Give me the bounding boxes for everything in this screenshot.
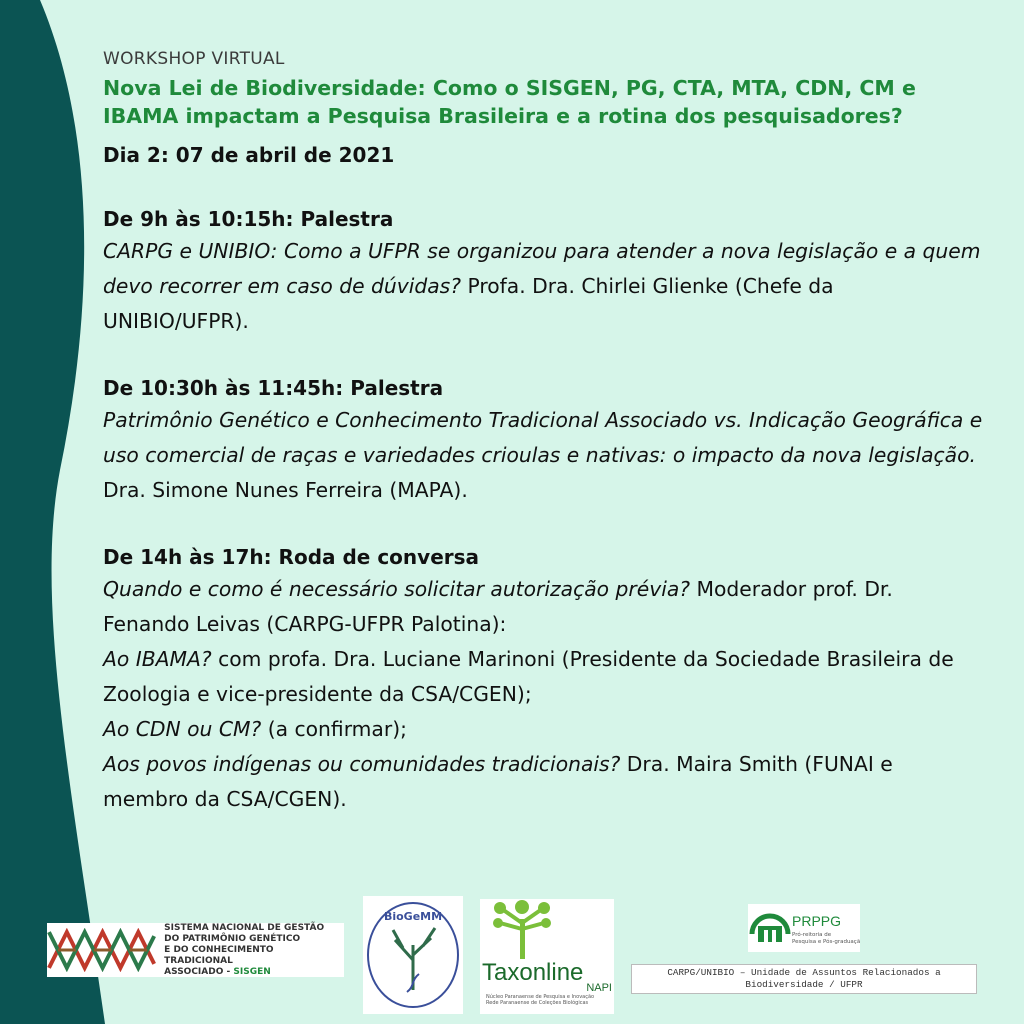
taxonline-sub-line: Rede Paranaense de Coleções Biológicas: [486, 1000, 589, 1006]
session-3: [103, 542, 983, 817]
sisgen-text: [164, 923, 344, 978]
session-heading: De 14h às 17h: Roda de conversa: [103, 545, 480, 569]
prppg-logo: [748, 904, 860, 952]
prppg-sub: Pró-reitoria de: [792, 932, 832, 938]
sisgen-line: [164, 967, 344, 978]
sisgen-line: E DO CONHECIMENTO TRADICIONAL: [164, 944, 274, 966]
sisgen-pattern-icon: [47, 928, 156, 972]
carpg-line: Biodiversidade / UFPR: [745, 979, 863, 990]
discussion-line: [103, 572, 983, 642]
sisgen-line: SISTEMA NACIONAL DE GESTÃO: [164, 922, 325, 933]
taxonline-napi: NAPI: [586, 982, 612, 994]
question: Ao IBAMA?: [103, 647, 212, 671]
speaker: Dra. Simone Nunes Ferreira (MAPA).: [103, 478, 468, 502]
question: Quando e como é necessário solicitar autorização prévia?: [103, 577, 691, 601]
taxonline-label: Taxonline: [482, 959, 584, 986]
participant: com profa. Dra. Luciane Marinoni (Presidente da Sociedade Brasileira de Zoologia e vice-presidente da CSA/CGEN);: [103, 647, 954, 706]
sisgen-line: DO PATRIMÔNIO GENÉTICO: [164, 933, 301, 944]
prppg-label: PRPPG: [792, 913, 842, 929]
session-2: [103, 373, 983, 508]
biogemm-tree-icon: [365, 900, 461, 1010]
session-1: [103, 204, 983, 339]
session-description: [103, 234, 983, 339]
event-title: Nova Lei de Biodiversidade: Como o SISGEN, PG, CTA, MTA, CDN, CM e IBAMA impactam a Pesquisa Brasileira e a rotina dos pesquisadores?: [103, 76, 916, 128]
participant: Moderador prof. Dr. Fenando Leivas (CARPG-UFPR Palotina):: [103, 577, 893, 636]
event-kicker: WORKSHOP VIRTUAL: [103, 49, 285, 69]
session-heading: De 10:30h às 11:45h: Palestra: [103, 376, 444, 400]
biogemm-logo: [363, 896, 463, 1014]
taxonline-subtitle: [486, 994, 594, 1006]
taxonline-sub-line: Núcleo Paranaense de Pesquisa e Inovação: [486, 994, 595, 1000]
discussion-line: [103, 747, 983, 817]
question: Aos povos indígenas ou comunidades tradicionais?: [103, 752, 621, 776]
sisgen-logo: [47, 923, 344, 977]
discussion-line: [103, 712, 983, 747]
taxonline-tree-icon: [480, 899, 614, 961]
event-date: Dia 2: 07 de abril de 2021: [103, 143, 395, 167]
discussion-line: [103, 642, 983, 712]
carpg-line: CARPG/UNIBIO – Unidade de Assuntos Relacionados a: [667, 967, 941, 978]
sisgen-line-part: ASSOCIADO -: [164, 966, 234, 977]
participant: Dra. Maira Smith (FUNAI e membro da CSA/CGEN).: [103, 752, 893, 811]
biogemm-label: BioGeMM: [383, 910, 443, 923]
session-description: [103, 403, 983, 508]
sisgen-acronym: SISGEN: [233, 966, 271, 977]
carpg-unibio-label: [631, 964, 977, 994]
main-content: [103, 48, 983, 817]
speaker: Profa. Dra. Chirlei Glienke (Chefe da UNIBIO/UFPR).: [103, 274, 834, 333]
talk-title: Patrimônio Genético e Conhecimento Tradicional Associado vs. Indicação Geográfica e uso comercial de raças e variedades crioulas e nativas: o impacto da nova legislação.: [103, 408, 983, 467]
prppg-sub: Pesquisa e Pós-graduação: [792, 939, 860, 945]
decorative-wave: [0, 0, 120, 1024]
taxonline-logo: [480, 899, 614, 1014]
question: Ao CDN ou CM?: [103, 717, 262, 741]
prppg-emblem-icon: [748, 904, 860, 952]
participant: (a confirmar);: [261, 717, 407, 741]
sponsor-logos: [0, 880, 1024, 1024]
talk-title: CARPG e UNIBIO: Como a UFPR se organizou para atender a nova legislação e a quem devo recorrer em caso de dúvidas?: [103, 239, 981, 298]
session-heading: De 9h às 10:15h: Palestra: [103, 207, 394, 231]
